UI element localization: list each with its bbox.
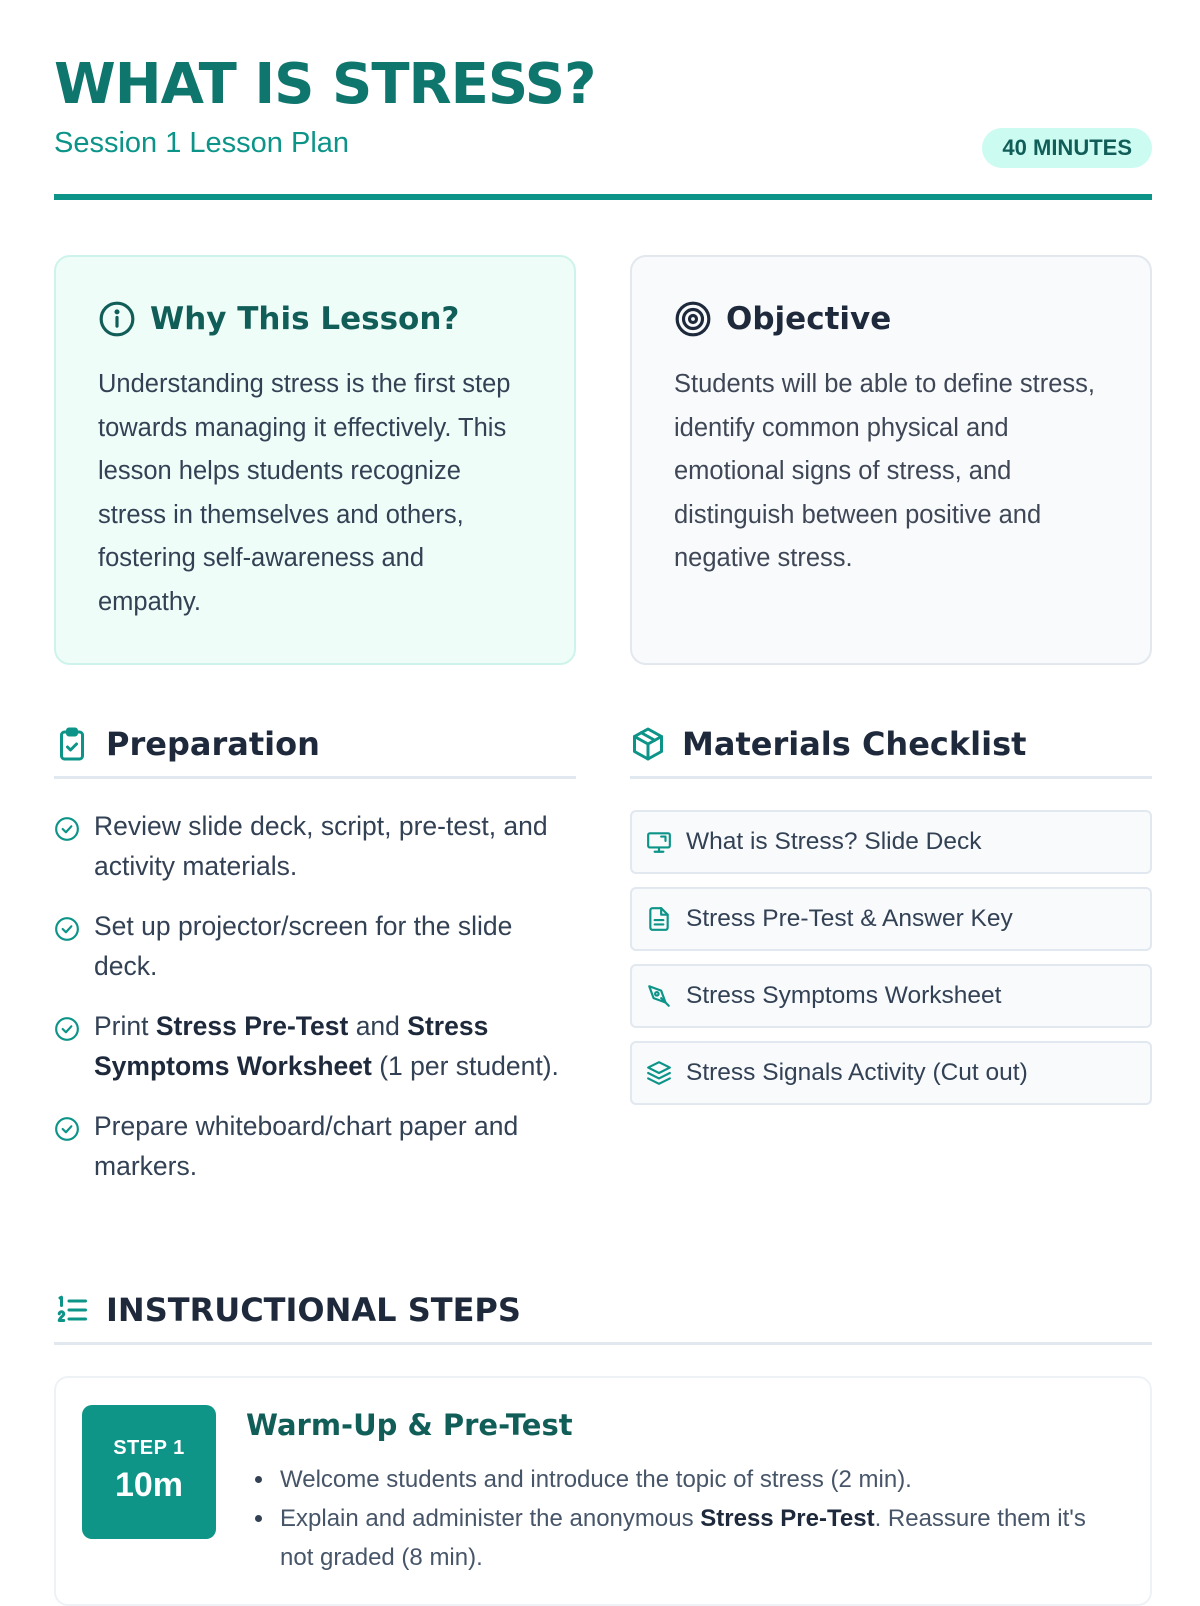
instructional-steps-header	[54, 1278, 1152, 1345]
preparation-item	[54, 906, 576, 986]
bold-pretest: Stress Pre-Test	[155, 1011, 349, 1041]
objective-text: Students will be able to define stress, identify common physical and emotional signs of stress, and distinguish between positive and negative stress.	[674, 370, 1095, 572]
material-item	[630, 1041, 1152, 1105]
layers-icon	[646, 1060, 672, 1086]
check-circle-icon	[54, 1116, 80, 1142]
step-badge	[82, 1405, 216, 1539]
step-bullet: Welcome students and introduce the topic of stress (2 min).	[246, 1460, 1116, 1499]
step-bullet: Explain and administer the anonymous Stress Pre-Test. Reassure them it's not graded (8 min).	[246, 1499, 1116, 1577]
preparation-item	[54, 1106, 576, 1186]
step-title: Warm-Up & Pre-Test	[246, 1408, 573, 1442]
why-lesson-card	[54, 255, 576, 665]
check-circle-icon	[54, 916, 80, 942]
why-lesson-title: Why This Lesson?	[150, 301, 460, 337]
material-label: Stress Pre-Test & Answer Key	[686, 905, 1013, 932]
preparation-item-text: Print Stress Pre-Test and Stress Symptoms Worksheet (1 per student).	[94, 1011, 559, 1081]
info-circle-icon	[98, 300, 136, 338]
preparation-header	[54, 712, 576, 779]
target-icon	[674, 300, 712, 338]
preparation-item	[54, 806, 576, 886]
page-subtitle: Session 1 Lesson Plan	[54, 127, 350, 159]
step-duration: 10m	[114, 1466, 184, 1504]
materials-title: Materials Checklist	[682, 725, 1027, 763]
material-item	[630, 810, 1152, 874]
clipboard-check-icon	[54, 726, 90, 762]
check-circle-icon	[54, 1016, 80, 1042]
material-item	[630, 887, 1152, 951]
material-label: Stress Symptoms Worksheet	[686, 982, 1002, 1009]
pen-tool-icon	[646, 983, 672, 1009]
objective-title: Objective	[726, 301, 892, 337]
preparation-list	[54, 806, 576, 1206]
preparation-item	[54, 1006, 576, 1086]
materials-list	[630, 810, 1152, 1118]
bold-pretest: Stress Pre-Test	[700, 1505, 875, 1532]
presentation-screen-icon	[646, 829, 672, 855]
duration-badge: 40 MINUTES	[982, 128, 1152, 168]
why-lesson-header	[98, 297, 534, 341]
why-lesson-text: Understanding stress is the first step towards managing it effectively. This lesson helps students recognize stress in themselves and others, fostering self-awareness and empathy.	[98, 370, 511, 616]
preparation-item-text: Review slide deck, script, pre-test, and activity materials.	[94, 811, 548, 881]
page-title: WHAT IS STRESS?	[54, 52, 596, 117]
header-divider	[54, 194, 1152, 200]
preparation-title: Preparation	[106, 725, 320, 763]
bold-worksheet: Stress Symptoms Worksheet	[94, 1011, 489, 1081]
material-label: What is Stress? Slide Deck	[686, 828, 982, 855]
materials-header	[630, 712, 1152, 779]
step-bullet-list	[246, 1460, 1116, 1577]
objective-card	[630, 255, 1152, 665]
document-icon	[646, 906, 672, 932]
step-number: STEP 1	[113, 1437, 185, 1459]
material-item	[630, 964, 1152, 1028]
numbered-list-icon	[54, 1292, 90, 1328]
preparation-item-text: Set up projector/screen for the slide deck.	[94, 911, 513, 981]
package-icon	[630, 726, 666, 762]
step-card	[54, 1376, 1152, 1606]
objective-header	[674, 297, 1110, 341]
material-label: Stress Signals Activity (Cut out)	[686, 1059, 1028, 1086]
check-circle-icon	[54, 816, 80, 842]
instructional-steps-title: INSTRUCTIONAL STEPS	[106, 1291, 521, 1329]
preparation-item-text: Prepare whiteboard/chart paper and markers.	[94, 1111, 519, 1181]
